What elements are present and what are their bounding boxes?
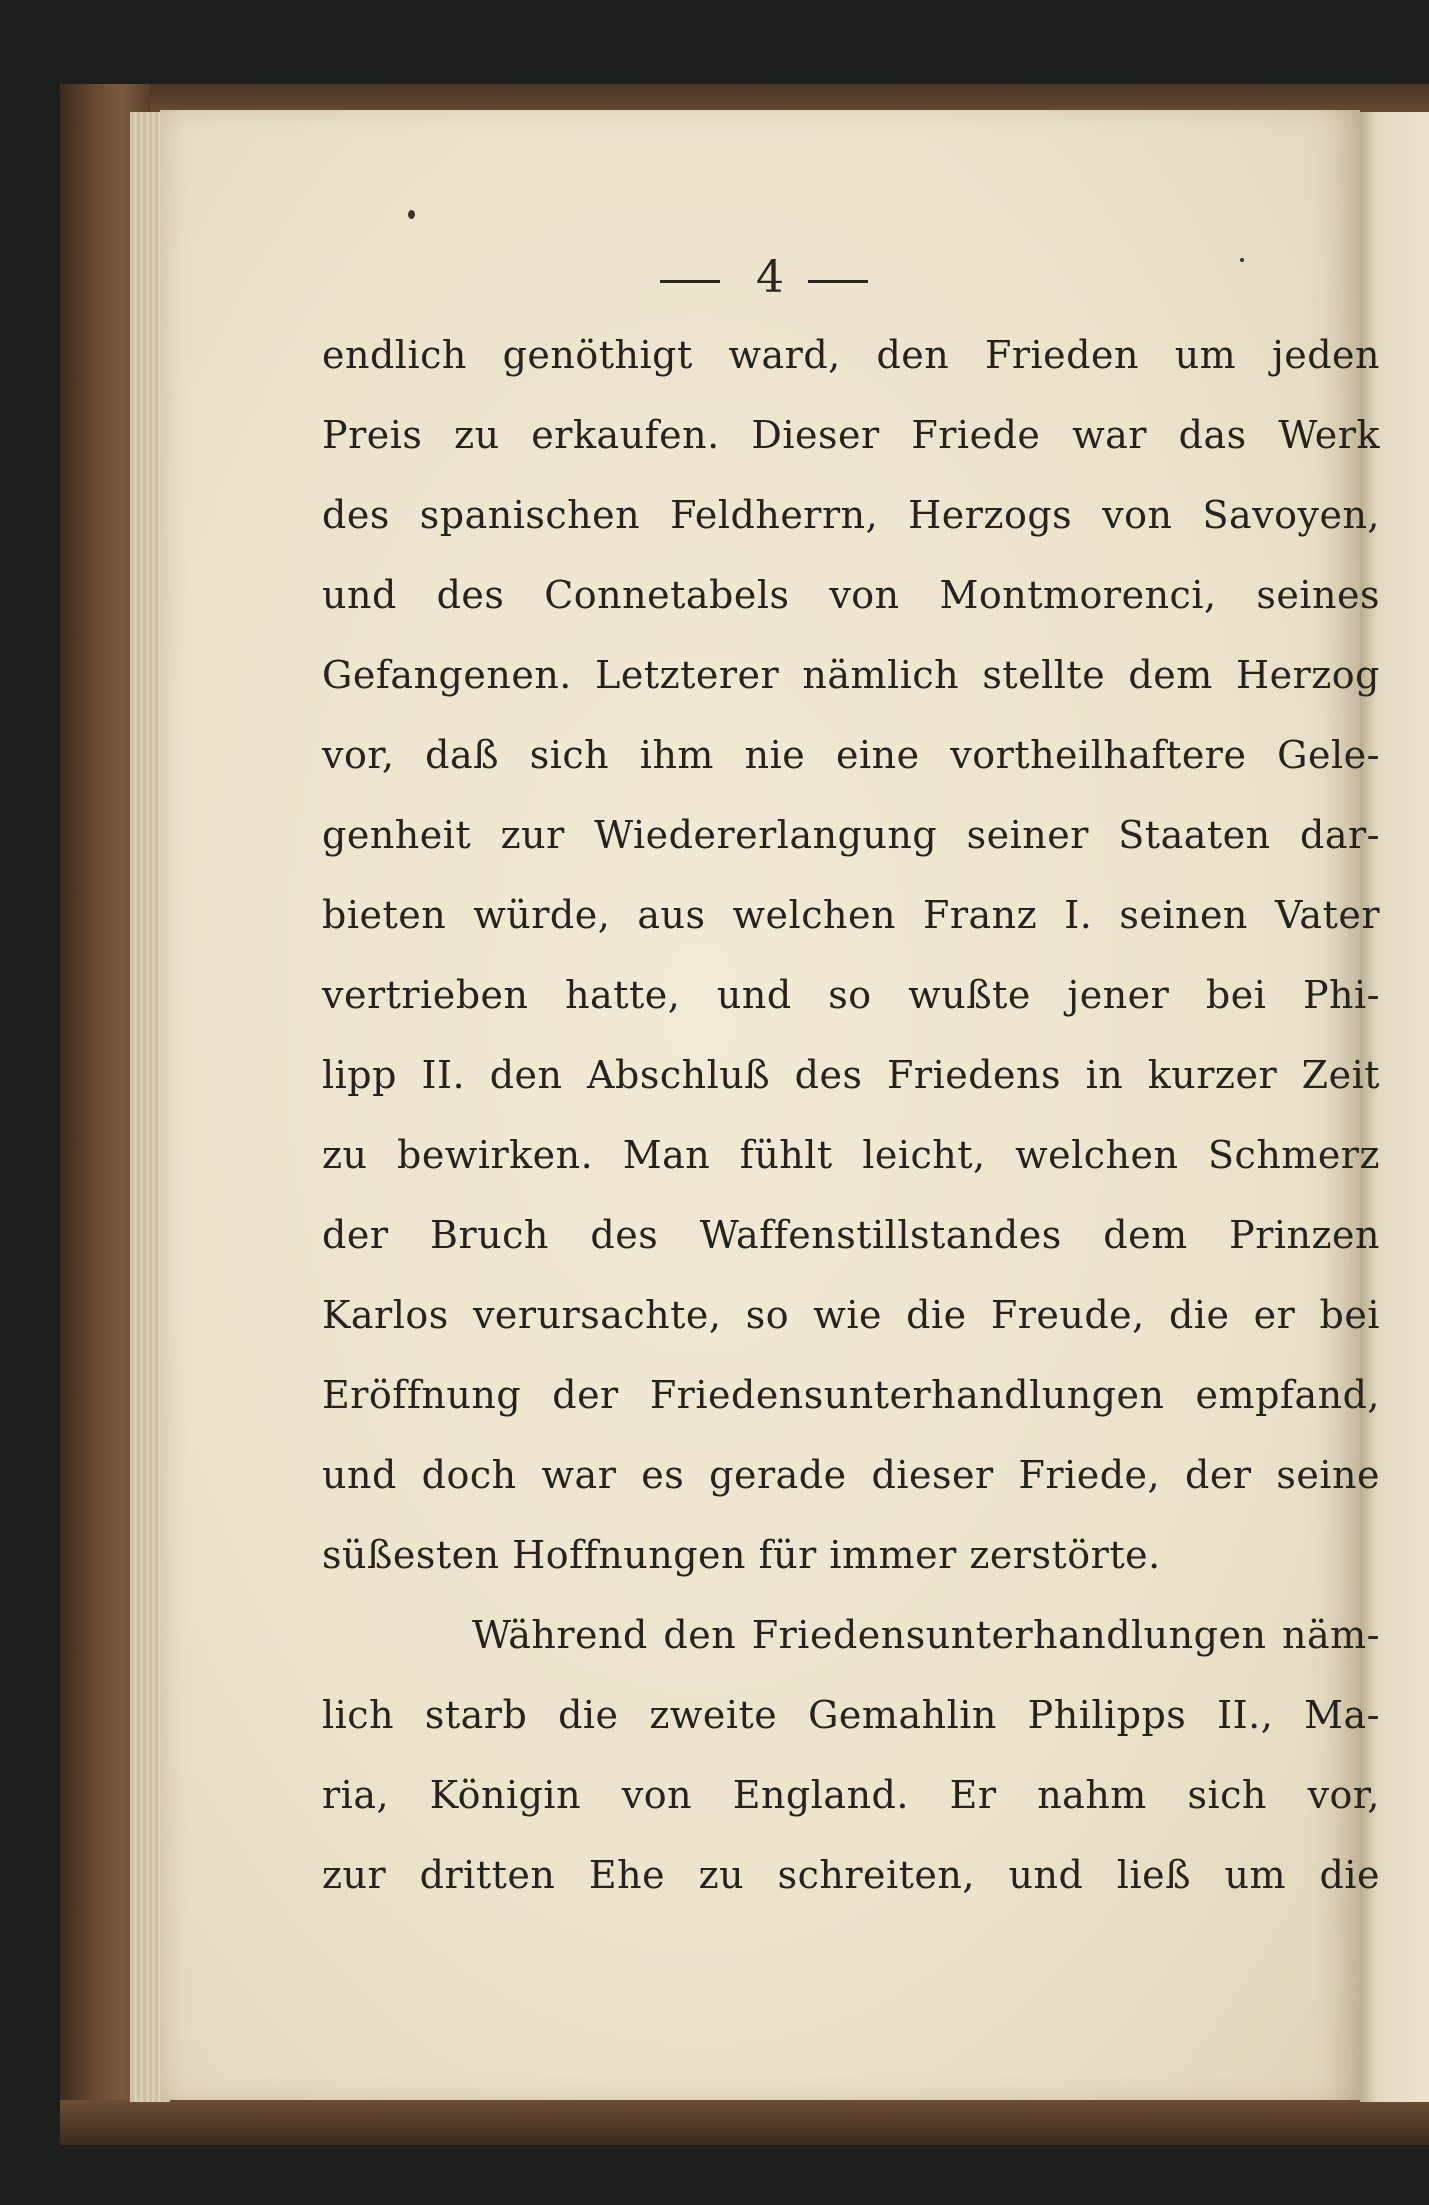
text-line: Eröffnung der Friedensunterhandlungen empfand, [322, 1373, 1380, 1417]
text-line: zu bewirken. Man fühlt leicht, welchen Schmerz [322, 1133, 1380, 1177]
text-line: ria, Königin von England. Er nahm sich vor, [322, 1773, 1380, 1817]
text-line: endlich genöthigt ward, den Frieden um jeden [322, 333, 1380, 377]
text-line: lipp II. den Abschluß des Friedens in kurzer Zeit [322, 1053, 1380, 1097]
text-line: süßesten Hoffnungen für immer zerstörte. [322, 1533, 1161, 1577]
page-number: 4 [756, 252, 784, 303]
text-line: lich starb die zweite Gemahlin Philipps II., Ma- [322, 1693, 1380, 1737]
text-line: genheit zur Wiedererlangung seiner Staaten dar- [322, 813, 1380, 857]
text-line-paragraph-start: Während den Friedensunterhandlungen näm- [472, 1613, 1380, 1657]
book-cover-bottom [60, 2100, 1429, 2145]
text-line: und des Connetabels von Montmorenci, seines [322, 573, 1380, 617]
text-line: bieten würde, aus welchen Franz I. seinen Vater [322, 893, 1380, 937]
ink-speck [1240, 258, 1244, 262]
text-line: vertrieben hatte, und so wußte jener bei Phi- [322, 973, 1380, 1017]
text-line: Gefangenen. Letzterer nämlich stellte dem Herzog [322, 653, 1380, 697]
header-dash-right [808, 280, 868, 283]
book-page [160, 110, 1380, 2100]
text-line: und doch war es gerade dieser Friede, der seine [322, 1453, 1380, 1497]
ink-speck [408, 210, 415, 219]
text-line: zur dritten Ehe zu schreiten, und ließ um die [322, 1853, 1380, 1897]
text-line: Karlos verursachte, so wie die Freude, die er bei [322, 1293, 1380, 1337]
text-line: Preis zu erkaufen. Dieser Friede war das Werk [322, 413, 1380, 457]
text-line: des spanischen Feldherrn, Herzogs von Savoyen, [322, 493, 1380, 537]
text-line: der Bruch des Waffenstillstandes dem Prinzen [322, 1213, 1380, 1257]
text-line: vor, daß sich ihm nie eine vortheilhaftere Gele- [322, 733, 1380, 777]
header-dash-left [660, 280, 720, 283]
